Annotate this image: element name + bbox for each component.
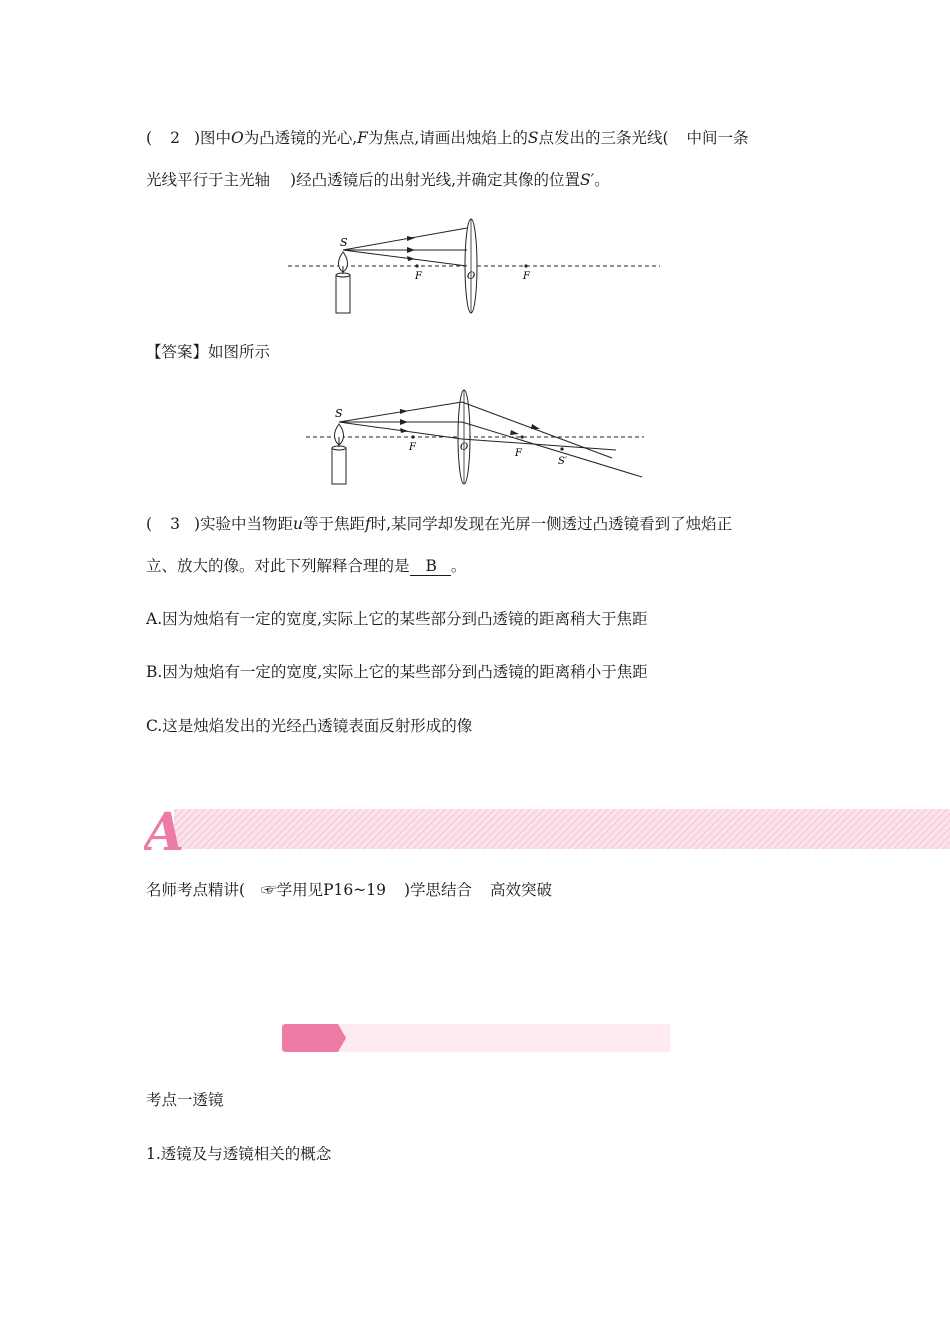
q2-line-1: ( 2 )图中O为凸透镜的光心,F为焦点,请画出烛焰上的S点发出的三条光线( 中间一条 <box>146 129 749 147</box>
lens-diagram-answer <box>300 384 650 488</box>
label-O: O <box>460 442 469 453</box>
label-F-right: F <box>515 448 522 459</box>
label-F-left: F <box>409 442 416 453</box>
topic-title: 考点一透镜 <box>146 1091 224 1109</box>
q3-line-2: 立、放大的像。对此下列解释合理的是 B 。 <box>146 557 467 575</box>
section-banner <box>144 806 950 854</box>
banner-letter: A <box>144 806 185 854</box>
option-b: B.因为烛焰有一定的宽度,实际上它的某些部分到凸透镜的距离稍小于焦距 <box>146 663 648 681</box>
q2-line-2: 光线平行于主光轴 )经凸透镜后的出射光线,并确定其像的位置S′。 <box>146 171 610 189</box>
ray-1 <box>343 228 467 250</box>
label-F-left: F <box>415 271 422 282</box>
label-O: O <box>467 271 476 282</box>
label-S: S <box>335 407 343 420</box>
subtopic-title: 1.透镜及与透镜相关的概念 <box>146 1145 332 1163</box>
ray-1-refracted <box>462 402 612 458</box>
candle <box>332 448 346 484</box>
topic-label-bar <box>282 1024 670 1052</box>
ray-3 <box>343 250 467 266</box>
ray-3-refracted <box>462 439 616 450</box>
option-c: C.这是烛焰发出的光经凸透镜表面反射形成的像 <box>146 717 473 735</box>
answer-blank: B <box>410 557 451 576</box>
answer-label: 【答案】如图所示 <box>146 343 271 361</box>
lens-diagram-question <box>280 210 670 322</box>
q3-line-1: ( 3 )实验中当物距u等于焦距f时,某同学却发现在光屏一侧透过凸透镜看到了烛焰正 <box>146 515 733 533</box>
label-S-prime: S′ <box>558 456 568 467</box>
option-a: A.因为烛焰有一定的宽度,实际上它的某些部分到凸透镜的距离稍大于焦距 <box>146 610 648 628</box>
label-F-right: F <box>523 271 530 282</box>
candle <box>336 275 350 313</box>
section-heading: 名师考点精讲( ☞学用见P16~19 )学思结合 高效突破 <box>146 881 553 899</box>
label-S: S <box>340 236 348 249</box>
